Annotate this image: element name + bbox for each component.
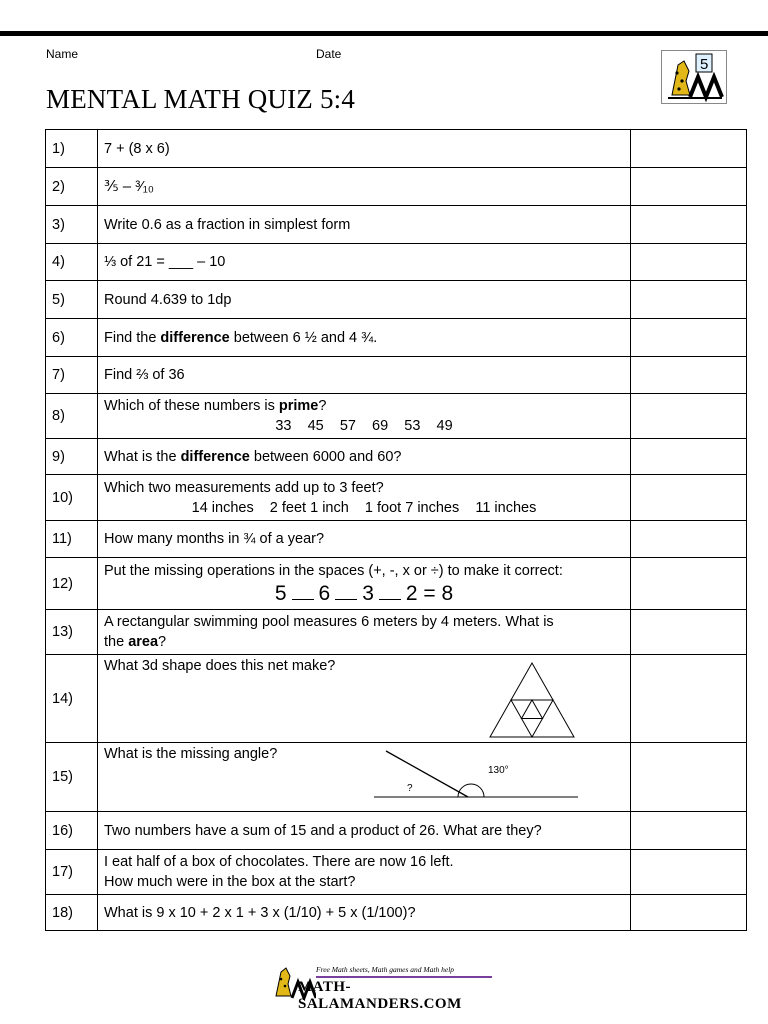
question-number: 1)	[46, 130, 98, 168]
question-number: 17)	[46, 850, 98, 895]
answer-cell[interactable]	[631, 475, 747, 521]
triangle-net-diagram	[486, 661, 578, 741]
footer-divider	[316, 976, 492, 978]
answer-cell[interactable]	[631, 319, 747, 357]
question-text: Write 0.6 as a fraction in simplest form	[98, 206, 631, 244]
question-text	[98, 610, 631, 655]
question-line: I eat half of a box of chocolates. There are now 16 left.	[104, 854, 454, 870]
question-text: Round 4.639 to 1dp	[98, 281, 631, 319]
answer-cell[interactable]	[631, 812, 747, 850]
answer-cell[interactable]	[631, 439, 747, 475]
svg-text:5: 5	[700, 56, 709, 73]
question-line: Which two measurements add up to 3 feet?	[104, 479, 384, 496]
question-number: 5)	[46, 281, 98, 319]
question-text-part: between 6 ½ and 4 ¾.	[229, 329, 378, 346]
question-text	[98, 475, 631, 521]
quiz-table	[45, 129, 747, 931]
question-text: 7 + (8 x 6)	[98, 130, 631, 168]
answer-cell[interactable]	[631, 244, 747, 281]
question-number: 3)	[46, 206, 98, 244]
question-text-part: Find the	[104, 329, 161, 346]
question-row	[46, 558, 747, 610]
question-row	[46, 655, 747, 743]
bold-keyword: difference	[180, 448, 250, 465]
equation-number: 3	[362, 581, 374, 605]
question-line: Put the missing operations in the spaces (+, -, x or ÷) to make it correct:	[104, 562, 563, 579]
svg-text:?: ?	[407, 783, 413, 794]
page-title: MENTAL MATH QUIZ 5:4	[46, 84, 356, 114]
question-line: What 3d shape does this net make?	[104, 658, 336, 674]
answer-cell[interactable]	[631, 168, 747, 206]
question-row	[46, 244, 747, 281]
question-row	[46, 850, 747, 895]
question-text	[98, 850, 631, 895]
answer-cell[interactable]	[631, 394, 747, 439]
fraction-expression: ⅗ – ³⁄₁₀	[104, 177, 155, 195]
question-text	[98, 558, 631, 610]
top-rule	[0, 31, 768, 36]
answer-cell[interactable]	[631, 206, 747, 244]
question-number: 2)	[46, 168, 98, 206]
question-text: How many months in ¾ of a year?	[98, 521, 631, 558]
question-number: 15)	[46, 743, 98, 812]
question-row	[46, 475, 747, 521]
footer-tagline: Free Math sheets, Math games and Math help	[316, 965, 455, 974]
question-text: ⅓ of 21 = ___ – 10	[98, 244, 631, 281]
question-text-part: What is the	[104, 448, 181, 465]
answer-cell[interactable]	[631, 743, 747, 812]
question-text	[98, 168, 631, 206]
equation-number: 6	[318, 581, 331, 605]
question-line: How much were in the box at the start?	[104, 874, 356, 890]
question-row	[46, 281, 747, 319]
question-text-part: between 6000 and 60?	[249, 448, 402, 465]
question-row	[46, 206, 747, 244]
question-row	[46, 895, 747, 931]
operation-equation	[104, 581, 624, 607]
measurement-options: 14 inches 2 feet 1 inch 1 foot 7 inches 11 inches	[191, 499, 537, 516]
question-number: 7)	[46, 357, 98, 394]
name-label: Name	[46, 47, 79, 61]
question-row	[46, 439, 747, 475]
svg-text:130°: 130°	[488, 765, 509, 776]
question-row	[46, 743, 747, 812]
question-number: 11)	[46, 521, 98, 558]
operation-blank[interactable]	[335, 585, 357, 600]
number-options: 33 45 57 69 53 49	[275, 418, 453, 434]
bold-keyword: prime	[278, 398, 319, 414]
question-line	[104, 632, 624, 652]
answer-cell[interactable]	[631, 895, 747, 931]
salamander-logo	[661, 50, 727, 104]
question-line: A rectangular swimming pool measures 6 meters by 4 meters. What is	[104, 614, 554, 630]
answer-cell[interactable]	[631, 130, 747, 168]
question-text: Two numbers have a sum of 15 and a product of 26. What are they?	[98, 812, 631, 850]
question-text: What is 9 x 10 + 2 x 1 + 3 x (1/10) + 5 x (1/100)?	[98, 895, 631, 931]
question-row	[46, 812, 747, 850]
question-text	[98, 394, 631, 439]
answer-cell[interactable]	[631, 558, 747, 610]
question-number: 4)	[46, 244, 98, 281]
question-number: 6)	[46, 319, 98, 357]
question-number: 12)	[46, 558, 98, 610]
question-number: 9)	[46, 439, 98, 475]
question-row	[46, 130, 747, 168]
question-line: What is the missing angle?	[104, 746, 278, 762]
question-text	[98, 319, 631, 357]
question-row	[46, 357, 747, 394]
question-text-part: Which of these numbers is	[104, 398, 279, 414]
answer-cell[interactable]	[631, 655, 747, 743]
question-text-part: ?	[158, 634, 167, 650]
question-text	[98, 655, 631, 743]
answer-cell[interactable]	[631, 357, 747, 394]
question-number: 10)	[46, 475, 98, 521]
equation-number: 5	[274, 581, 287, 605]
angle-diagram	[372, 749, 582, 807]
bold-keyword: difference	[160, 329, 230, 346]
question-text	[98, 439, 631, 475]
footer-site-name: MATH-SALAMANDERS.COM	[298, 979, 462, 1012]
operation-blank[interactable]	[292, 585, 314, 600]
question-number: 14)	[46, 655, 98, 743]
answer-cell[interactable]	[631, 850, 747, 895]
question-number: 13)	[46, 610, 98, 655]
question-row	[46, 521, 747, 558]
answer-cell[interactable]	[631, 281, 747, 319]
question-text-part: ?	[318, 398, 327, 414]
question-number: 18)	[46, 895, 98, 931]
footer-logo	[272, 962, 502, 1012]
question-number: 8)	[46, 394, 98, 439]
question-text	[98, 743, 631, 812]
equation-result: 2 = 8	[405, 581, 454, 605]
question-text-part: the	[104, 634, 129, 650]
question-line	[104, 396, 624, 416]
question-row	[46, 319, 747, 357]
bold-keyword: area	[128, 634, 159, 650]
question-row	[46, 168, 747, 206]
answer-cell[interactable]	[631, 610, 747, 655]
date-label: Date	[316, 47, 342, 61]
question-text: Find ⅔ of 36	[98, 357, 631, 394]
question-row	[46, 394, 747, 439]
question-row	[46, 610, 747, 655]
answer-cell[interactable]	[631, 521, 747, 558]
question-number: 16)	[46, 812, 98, 850]
operation-blank[interactable]	[379, 585, 401, 600]
